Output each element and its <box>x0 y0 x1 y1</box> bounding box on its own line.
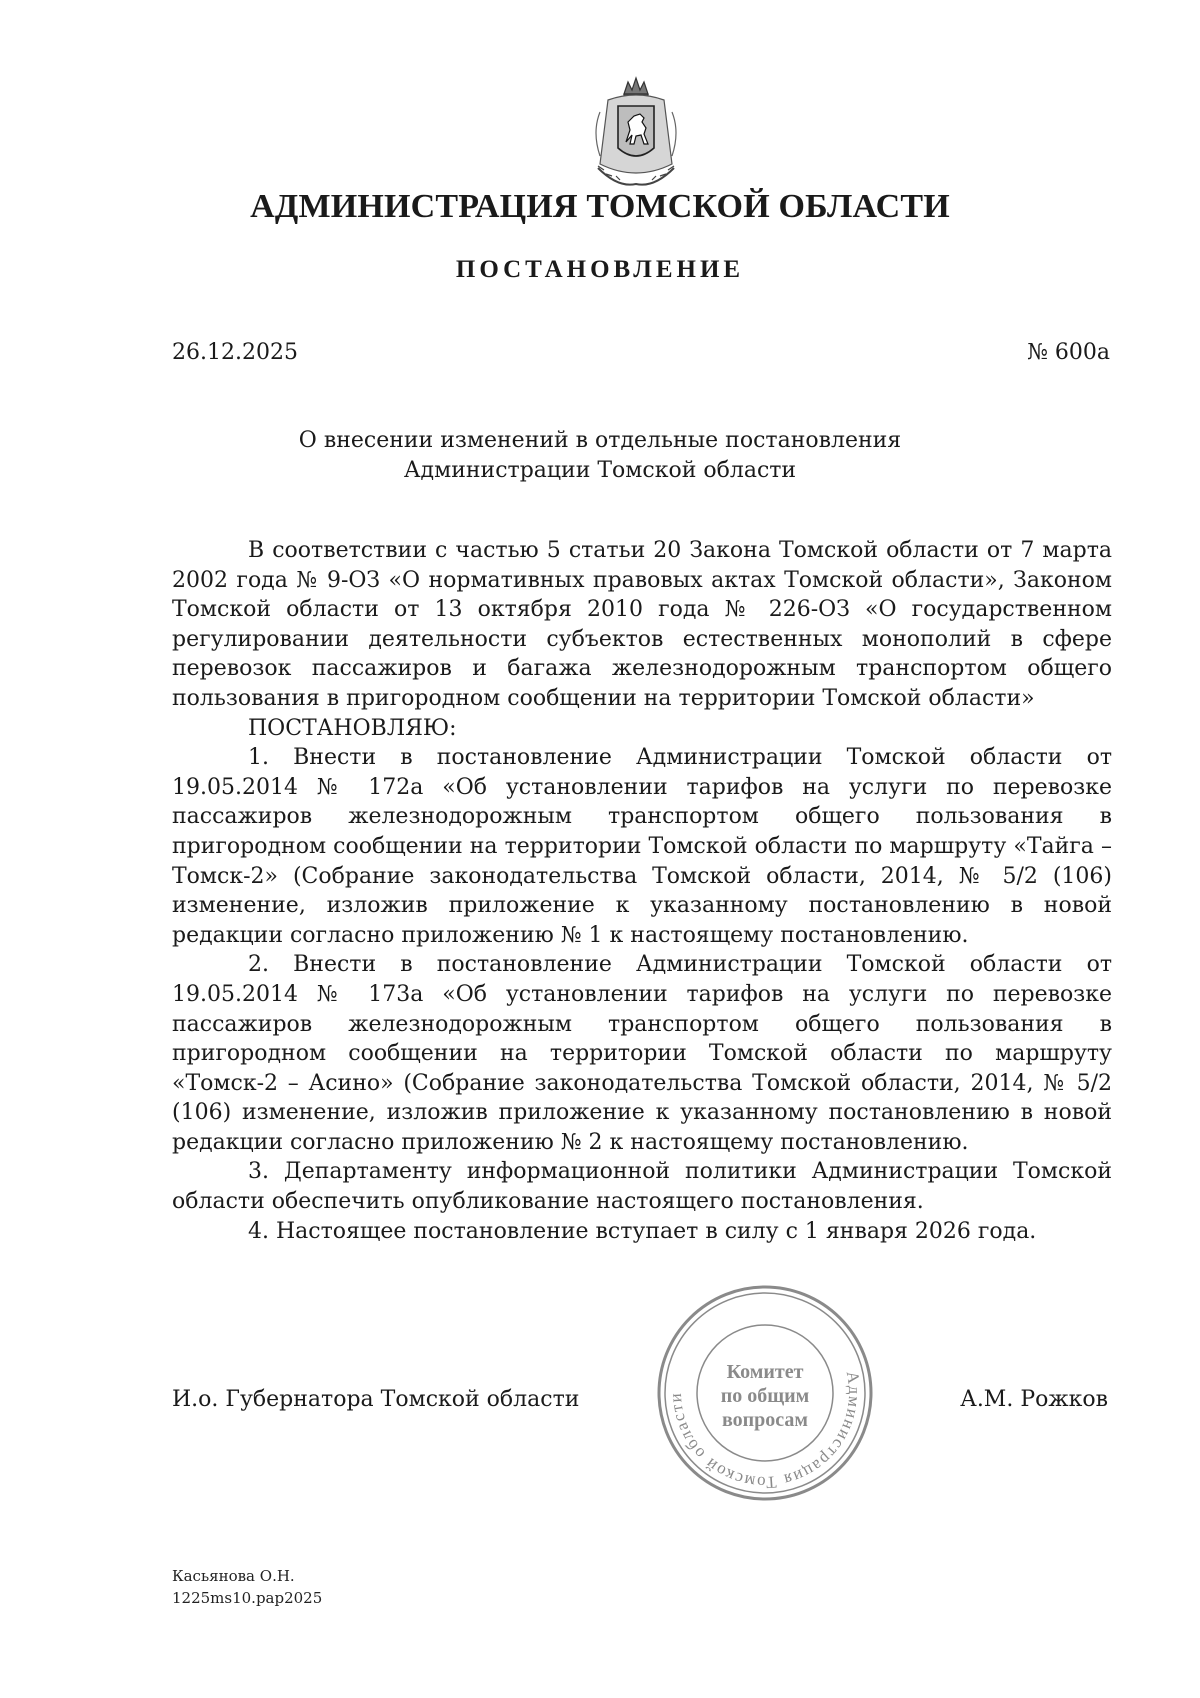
document-subject <box>0 426 1200 486</box>
signatory-position: И.о. Губернатора Томской области <box>172 1387 580 1412</box>
item-paragraph-4: 4. Настоящее постановление вступает в силу с 1 января 2026 года. <box>248 1218 1037 1244</box>
stamp-center-line-1: Комитет <box>726 1361 804 1383</box>
decree-word: ПОСТАНОВЛЯЮ: <box>248 715 457 741</box>
tomsk-coat-of-arms-icon <box>584 72 688 196</box>
stamp-center-line-2: по общим <box>720 1385 810 1407</box>
stamp-center-line-3: вопросам <box>721 1409 809 1431</box>
item-paragraph-1: 1. Внести в постановление Администрации Томской области от 19.05.2014 № 172а «Об установлении тарифов на услуги по перевозке пассажиров железнодорожным транспортом общего пользования в пригородном сообщении на территории Томской области по маршруту «Тайга – Томск-2» (Собрание законодательства Томской области, 2014, № 5/2 (106) изменение, изложив приложение к указанному постановлению в новой редакции согласно приложению № 1 к настоящему постановлению. <box>172 745 1112 948</box>
item-paragraph-3: 3. Департаменту информационной политики Администрации Томской области обеспечить опубликование настоящего постановления. <box>172 1159 1112 1215</box>
footer-file-code: 1225ms10.pap2025 <box>172 1589 323 1607</box>
subject-line-2: Администрации Томской области <box>403 458 797 483</box>
document-footer <box>172 1565 322 1609</box>
official-stamp <box>654 1282 876 1504</box>
preamble-paragraph: В соответствии с частью 5 статьи 20 Закона Томской области от 7 марта 2002 года № 9-ОЗ «О нормативных правовых актах Томской области», Законом Томской области от 13 октября 2010 года № 226-ОЗ «О государственном регулировании деятельности субъектов естественных монополий в сфере перевозок пассажиров и багажа железнодорожным транспортом общего пользования в пригородном сообщении на территории Томской области» <box>172 538 1112 711</box>
document-body <box>172 536 1112 1246</box>
signatory-name: А.М. Рожков <box>960 1387 1108 1412</box>
stamp-ring-text: Администрация Томской области <box>665 1369 865 1493</box>
footer-author: Касьянова О.Н. <box>172 1567 295 1585</box>
subject-line-1: О внесении изменений в отдельные постановления <box>298 428 902 453</box>
organization-title: АДМИНИСТРАЦИЯ ТОМСКОЙ ОБЛАСТИ <box>250 188 950 225</box>
document-number: № 600а <box>1027 340 1110 365</box>
item-paragraph-2: 2. Внести в постановление Администрации Томской области от 19.05.2014 № 173а «Об установлении тарифов на услуги по перевозке пассажиров железнодорожным транспортом общего пользования в пригородном сообщении на территории Томской области по маршруту «Томск-2 – Асино» (Собрание законодательства Томской области, 2014, № 5/2 (106) изменение, изложив приложение к указанному постановлению в новой редакции согласно приложению № 2 к настоящему постановлению. <box>172 952 1112 1155</box>
document-date: 26.12.2025 <box>172 340 298 365</box>
document-type: ПОСТАНОВЛЕНИЕ <box>455 256 745 283</box>
